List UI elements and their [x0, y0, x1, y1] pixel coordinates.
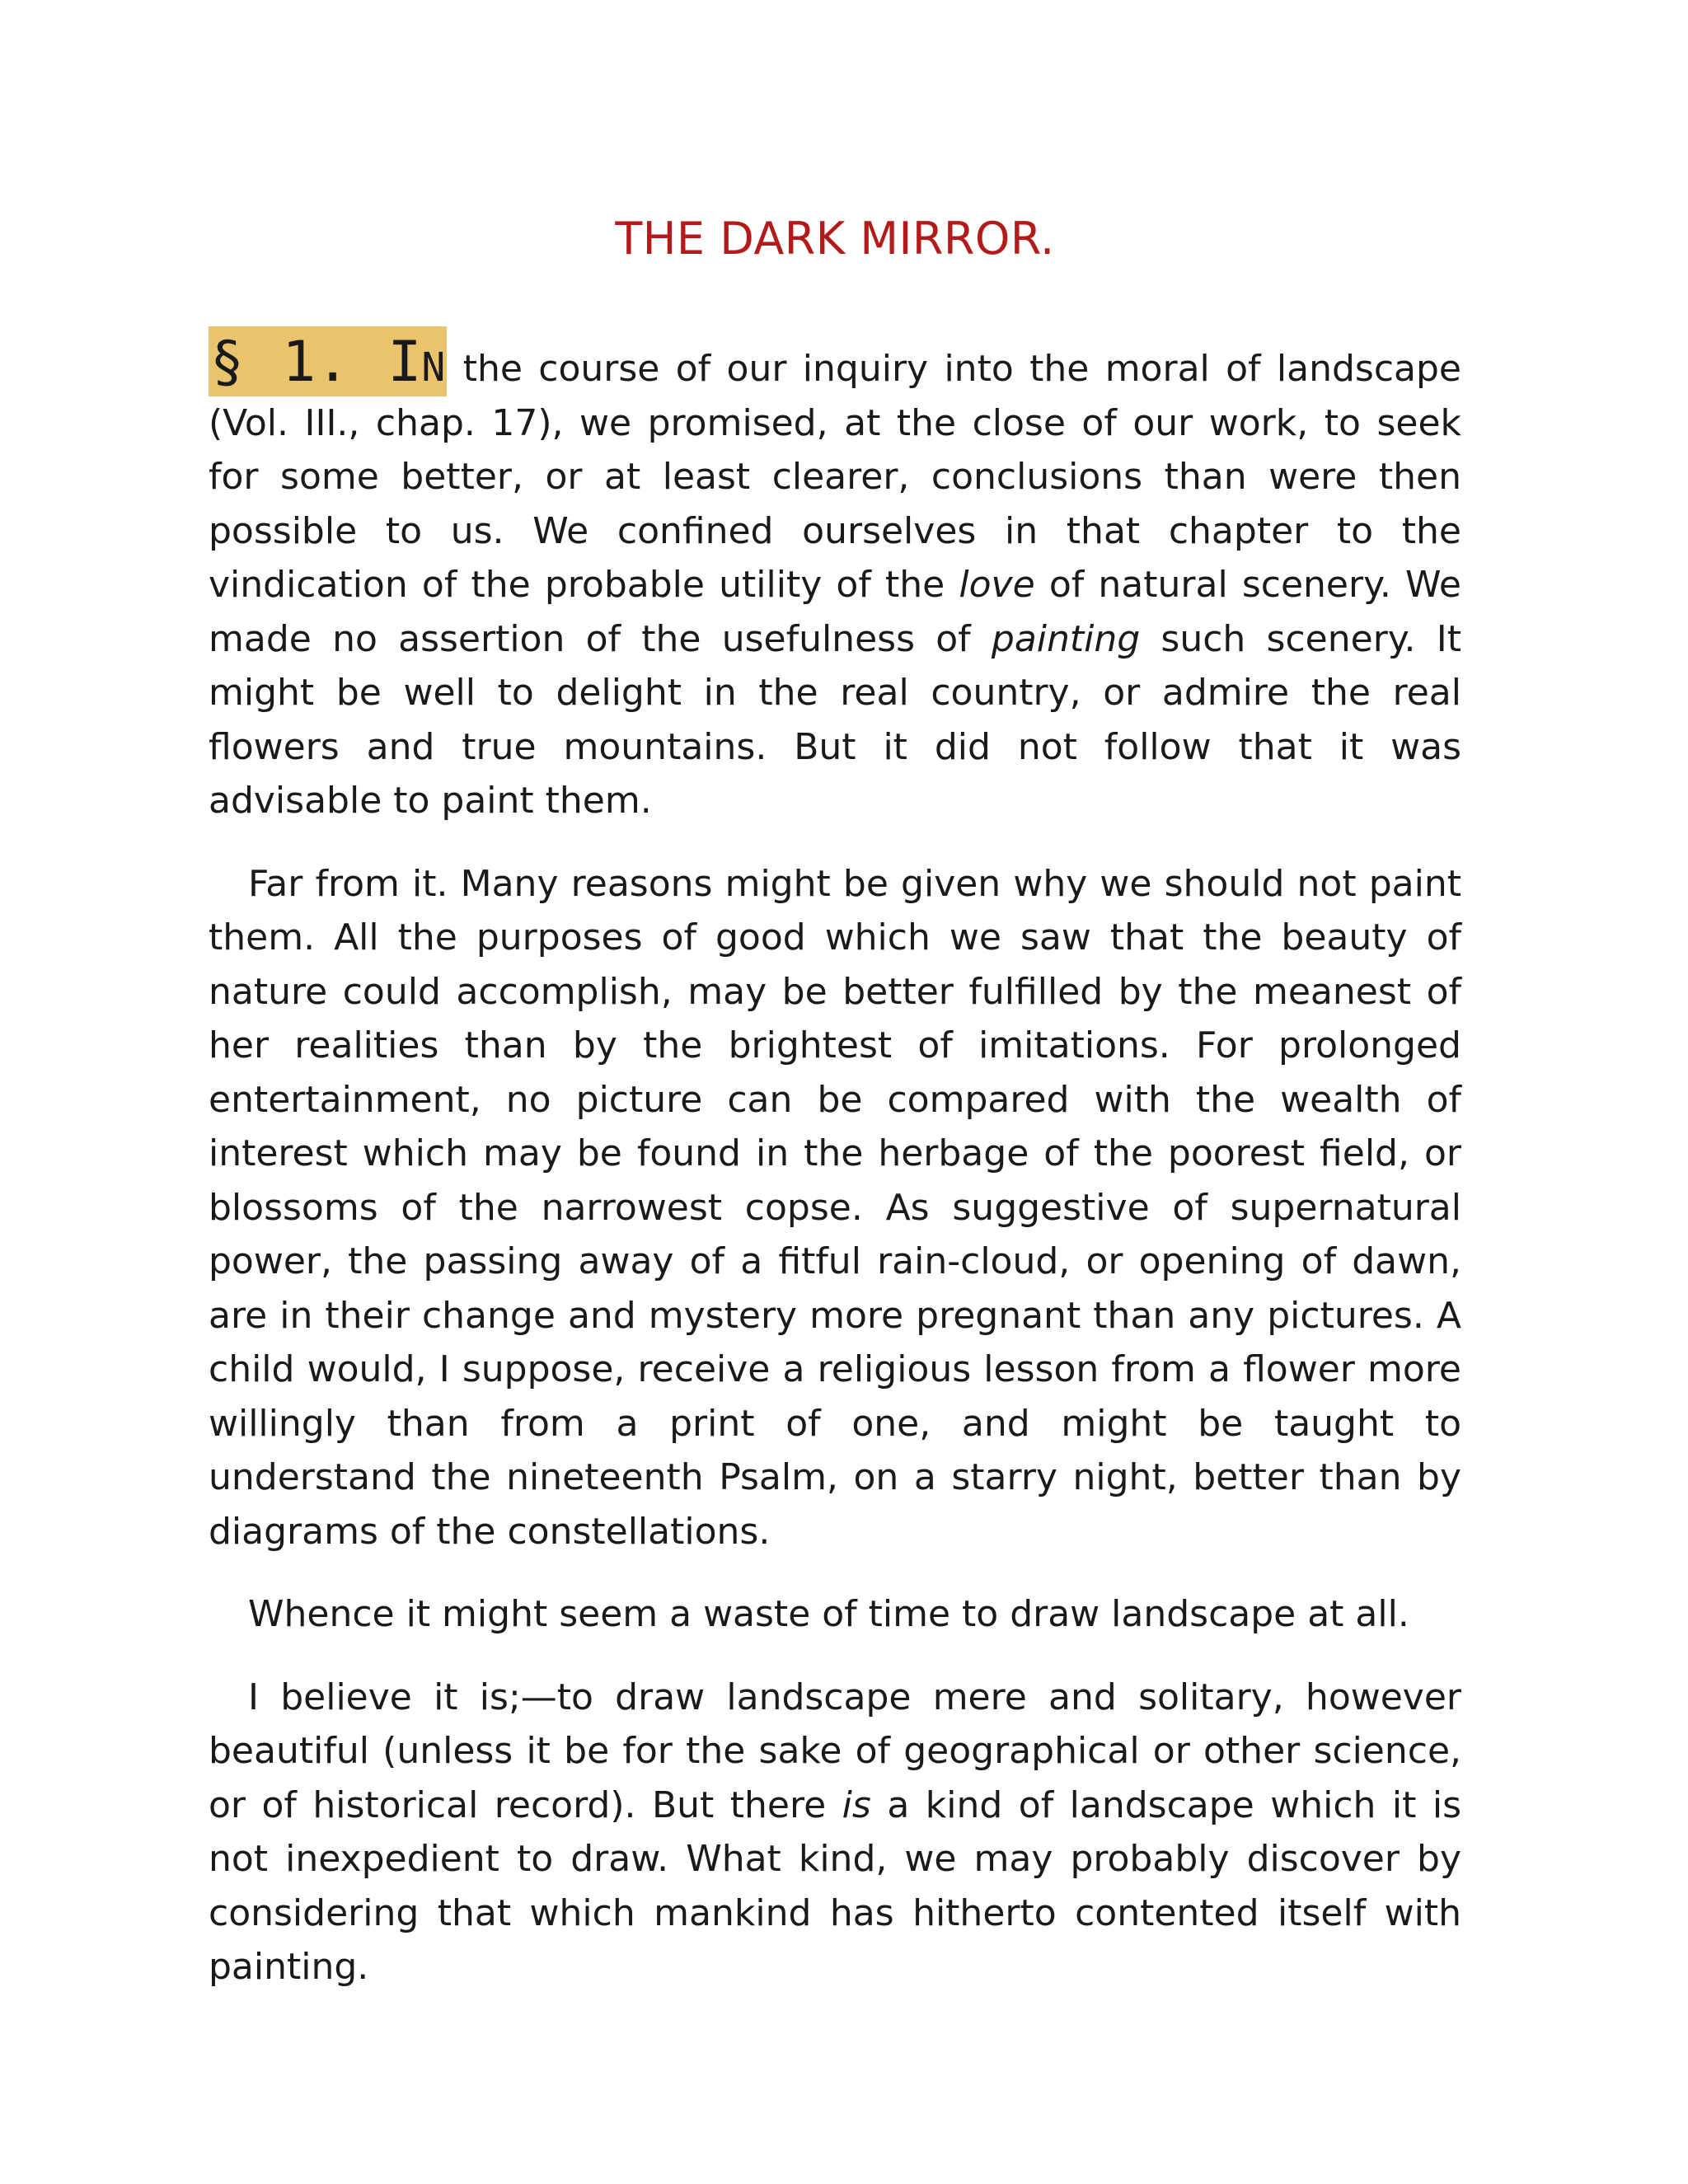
paragraph-1-text-b: of natural scenery. We made no assertion of the usefulness of	[209, 564, 1462, 660]
paragraph-4	[209, 1671, 1461, 1994]
paragraph-4-text-b: a kind of landscape which it is not inexpedient to draw. What kind, we may probably discover by considering that which mankind has hitherto contented itself with painting.	[209, 1783, 1462, 1988]
paragraph-3: Whence it might seem a waste of time to draw landscape at all.	[248, 1593, 1409, 1635]
dropcap-small-letter: N	[421, 344, 446, 391]
page	[209, 165, 1461, 1994]
paragraph-1-text-c: such scenery. It might be well to delight in the real country, or admire the real flowers and true mountains. But it did not follow that it was advisable to paint them.	[209, 617, 1462, 822]
emphasis-painting: painting	[991, 617, 1141, 660]
emphasis-love: love	[959, 564, 1035, 606]
section-number: § 1. I	[210, 330, 422, 395]
paragraph-2: Far from it. Many reasons might be given why we should not paint them. All the purposes of good which we saw that the beauty of nature could accomplish, may be better fulfilled by the meanest of her realities than by the brightest of imitations. For prolonged entertainment, no picture can be compared with the wealth of interest which may be found in the herbage of the poorest field, or blossoms of the narrowest copse. As suggestive of supernatural power, the passing away of a fitful rain-cloud, or opening of dawn, are in their change and mystery more pregnant than any pictures. A child would, I suppose, receive a religious lesson from a flower more willingly than from a print of one, and might be taught to understand the nineteenth Psalm, on a starry night, better than by diagrams of the constellations.	[209, 862, 1461, 1553]
paragraph-4-text-a: I believe it is;—to draw landscape mere and solitary, however beautiful (unless it be for the sake of geographical or other science, or of historical record). But there	[209, 1675, 1461, 1826]
paragraph-1-text-a: the course of our inquiry into the moral of landscape (Vol. III., chap. 17), we promised, at the close of our work, to seek for some better, or at least clearer, conclusions than were then possible to us. We confined ourselves in that chapter to the vindication of the probable utility of the	[209, 348, 1461, 606]
paragraph-1	[209, 330, 1462, 828]
chapter-title: THE DARK MIRROR.	[615, 213, 1055, 265]
emphasis-is: is	[842, 1783, 871, 1826]
section-marker	[209, 326, 447, 396]
